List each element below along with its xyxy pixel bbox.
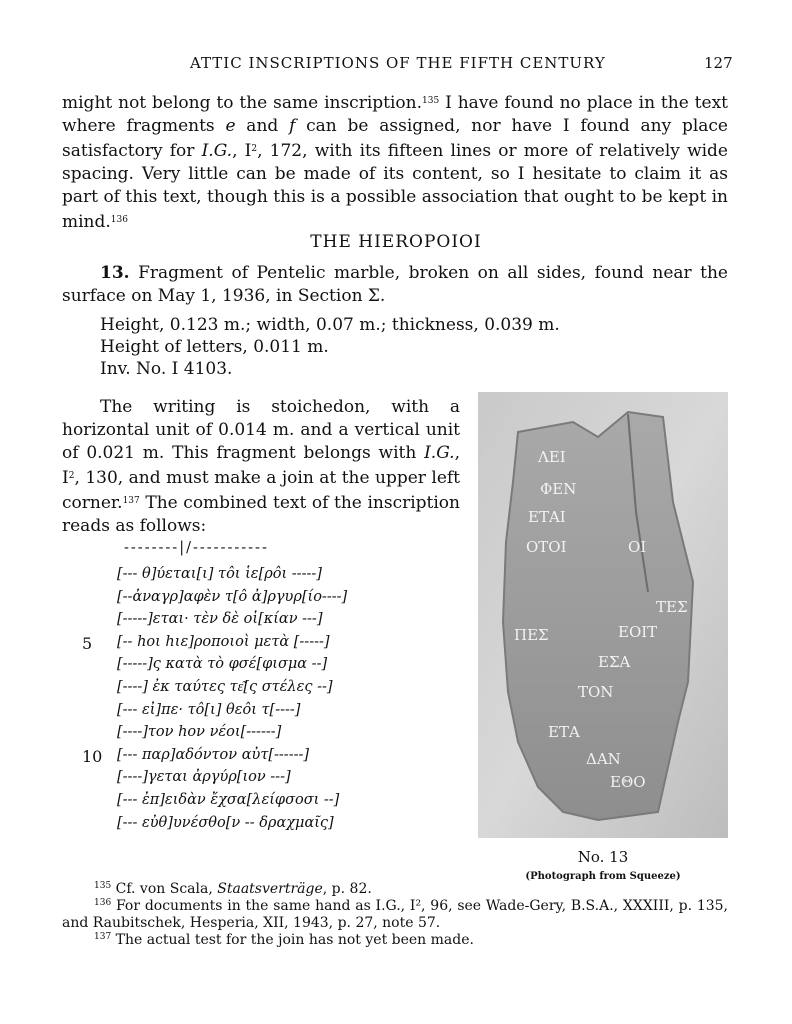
inscription-line	[62, 769, 422, 791]
photo-caption: No. 13	[577, 848, 629, 866]
footnote-ref-135: 135	[422, 96, 440, 106]
line-text: [----]τον hον νέοι[------]	[117, 724, 282, 741]
photo-letter-group: ΕΘΟ	[610, 773, 646, 791]
inscription-line	[62, 815, 422, 837]
photo-letter-group: ΕΤΑΙ	[528, 508, 566, 526]
line-text: [--ἀναγρ]αφὲν τ[ô ἀ]ργυρ[ίο----]	[117, 588, 348, 605]
running-title: ATTIC INSCRIPTIONS OF THE FIFTH CENTURY	[190, 54, 606, 72]
footnote-136: $^{136}$ For documents in the same hand as I.G., I², 96, see Wade-Gery, B.S.A., XXXIII, p. 135, and Raubitschek, Hesperia, XII, 1943, p. 27, note 57.	[62, 898, 728, 931]
inscription-line	[62, 724, 422, 746]
inscription-line	[62, 611, 422, 633]
inscription-line	[62, 634, 422, 656]
line-number: 10	[82, 746, 103, 766]
line-text: [--- ἐπ]ειδὰν ἔχσα[λείφσοσι --]	[117, 792, 340, 808]
photo-letter-group: ΕΟΙΤ	[618, 623, 658, 641]
footnote-ref-137: 137	[122, 496, 140, 506]
squeeze-photograph	[478, 392, 728, 838]
footnote-137: $^{137}$ The actual test for the join has not yet been made.	[94, 932, 474, 948]
photo-letter-group: ΔΑΝ	[586, 750, 621, 768]
inscription-line	[62, 656, 422, 678]
line-number: 5	[82, 633, 93, 653]
inscription-line	[62, 679, 422, 701]
inscription-top-line: --------|/-----------	[124, 540, 269, 556]
inscription-line	[62, 747, 422, 769]
line-text: [--- παρ]αδόντον αὐτ[------]	[117, 746, 310, 763]
photo-letter-group: ΟΤΟΙ	[526, 538, 567, 556]
photo-letter-group: ΛΕΙ	[538, 448, 566, 466]
footnote-ref-136: 136	[110, 215, 128, 225]
line-text: [-----]ς κατὰ τὸ φσέ[φισμα --]	[117, 656, 328, 673]
line-text: [--- θ]ύεται[ι] τôι ἱε[ρôι -----]	[117, 566, 322, 582]
inscription-line	[62, 589, 422, 611]
line-text: [--- εἰ]πε· τô[ι] θεôι τ[----]	[117, 701, 301, 718]
section-title: THE HIEROPOIOI	[310, 232, 482, 252]
page-number: 127	[704, 54, 733, 72]
photo-letter-group: ΤΟΝ	[578, 683, 614, 701]
line-text: [-----]εται· τὲν δὲ οἱ[κίαν ---]	[117, 611, 323, 628]
footnote-135: $^{135}$ Cf. von Scala, Staatsverträge, p. 82.	[94, 881, 372, 897]
measurement-letters: Height of letters, 0.011 m.	[100, 337, 329, 357]
inscription-line	[62, 702, 422, 724]
inscription-line	[62, 566, 422, 588]
paragraph-stoichedon: The writing is stoichedon, with a horizontal unit of 0.014 m. and a vertical unit of 0.021 m. This fragment belongs with I.G., $I^2$, 130, and must make a join at the upper left corner.$^{137}$ The combined text of the inscription reads as follows:	[62, 397, 460, 536]
photo-letter-group: ΕΤΑ	[548, 723, 580, 741]
paragraph-intro: might not belong to the same inscription.$^{135}$ I have found no place in the text where fragments e and f can be assigned, nor have I found any place satisfactory for I.G., $I^2$, 172, with its fifteen lines or more of relatively wide spacing. Very little can be made of its content, so I hesitate to claim it as part of this text, though this is a possible association that ought to be kept in mind.$^{136}$	[62, 93, 728, 232]
line-text: [----]γεται ἀργύρ[ιον ---]	[117, 769, 291, 786]
measurement-dimensions: Height, 0.123 m.; width, 0.07 m.; thickness, 0.039 m.	[100, 315, 560, 335]
inscription-line	[62, 792, 422, 814]
inventory-number: Inv. No. I 4103.	[100, 359, 233, 379]
fragment-number: 13.	[100, 263, 130, 283]
photo-letter-group: ΤΕΣ	[656, 598, 688, 616]
photo-letter-group: ΦΕΝ	[540, 480, 577, 498]
photo-letter-group: ΠΕΣ	[514, 626, 549, 644]
photo-letter-group: ΟΙ	[628, 538, 647, 556]
fragment-description: 13. Fragment of Pentelic marble, broken on all sides, found near the surface on May 1, 1936, in Section Σ.	[62, 263, 728, 306]
photo-subcaption: (Photograph from Squeeze)	[525, 871, 681, 882]
line-text: [--- εὐθ]υνέσθο[ν -- δραχμαῖς]	[117, 814, 334, 831]
line-text: [-- hοι hιε]ροποιοὶ μετὰ [-----]	[117, 633, 330, 650]
line-text: [----] ἐκ ταύτες τε͂[ς στέλες --]	[117, 679, 333, 695]
photo-letter-group: ΕΣΑ	[598, 653, 631, 671]
